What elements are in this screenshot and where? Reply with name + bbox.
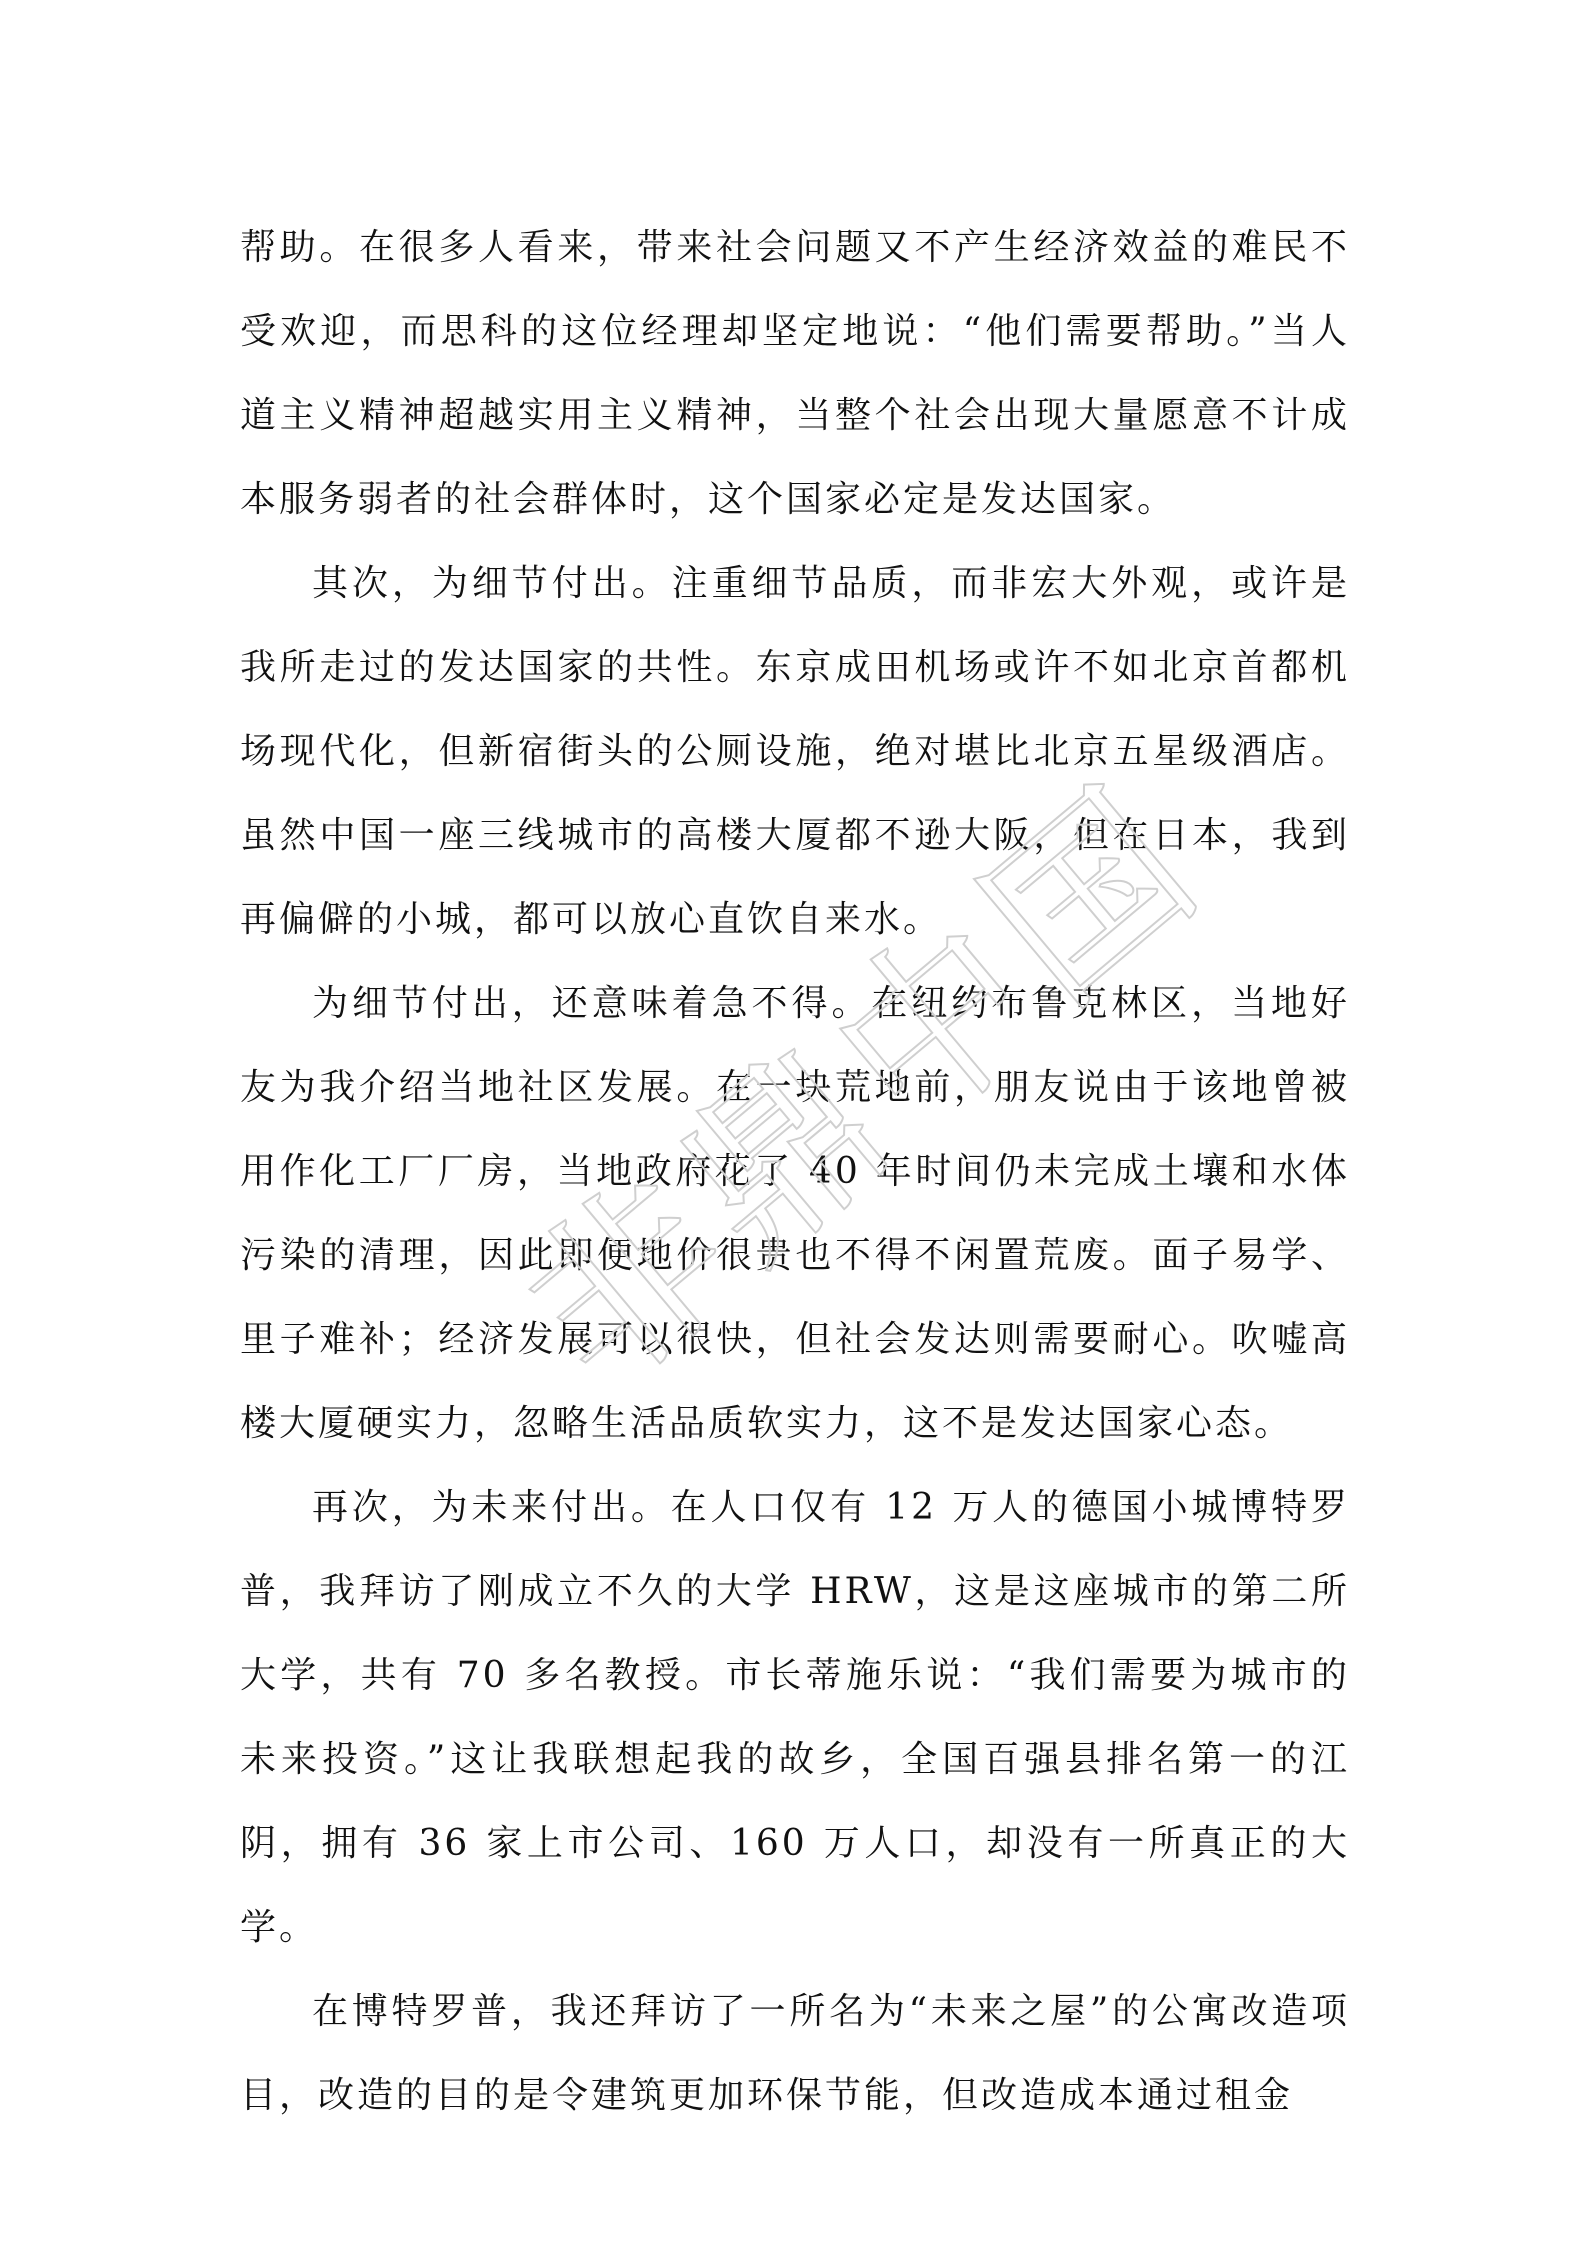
paragraph-3: 为细节付出，还意味着急不得。在纽约布鲁克林区，当地好友为我介绍当地社区发展。在一块荒地前，朋友说由于该地曾被用作化工厂厂房，当地政府花了 40 年时间仍未完成土壤和水体污染的清理，因此即便地价很贵也不得不闲置荒废。面子易学、里子难补；经济发展可以很快，但社会发达则需要耐心。吹嘘高楼大厦硬实力，忽略生活品质软实力，这不是发达国家心态。 [240, 983, 1350, 1444]
paragraph-1: 帮助。在很多人看来，带来社会问题又不产生经济效益的难民不受欢迎，而思科的这位经理却坚定地说：“他们需要帮助。”当人道主义精神超越实用主义精神，当整个社会出现大量愿意不计成本服务弱者的社会群体时，这个国家必定是发达国家。 [240, 227, 1350, 520]
watermark-char-1: 非 [486, 1138, 774, 1430]
article-body [240, 206, 1350, 2138]
watermark-char-4: 国 [945, 752, 1234, 1044]
paragraph-2: 其次，为细节付出。注重细节品质，而非宏大外观，或许是我所走过的发达国家的共性。东京成田机场或许不如北京首都机场现代化，但新宿街头的公厕设施，绝对堪比北京五星级酒店。虽然中国一座三线城市的高楼大厦都不逊大阪，但在日本，我到再偏僻的小城，都可以放心直饮自来水。 [240, 563, 1350, 940]
paragraph-5: 在博特罗普，我还拜访了一所名为“未来之屋”的公寓改造项目，改造的目的是令建筑更加环保节能，但改造成本通过租金 [240, 1991, 1350, 2116]
watermark-char-2: 鼎 [639, 1009, 927, 1301]
watermark-char-3: 中 [792, 880, 1081, 1173]
paragraph-4: 再次，为未来付出。在人口仅有 12 万人的德国小城博特罗普，我拜访了刚成立不久的大学 HRW，这是这座城市的第二所大学，共有 70 多名教授。市长蒂施乐说：“我们需要为城市的未来投资。”这让我联想起我的故乡，全国百强县排名第一的江阴，拥有 36 家上市公司、160 万人口，却没有一所真正的大学。 [240, 1487, 1350, 1948]
